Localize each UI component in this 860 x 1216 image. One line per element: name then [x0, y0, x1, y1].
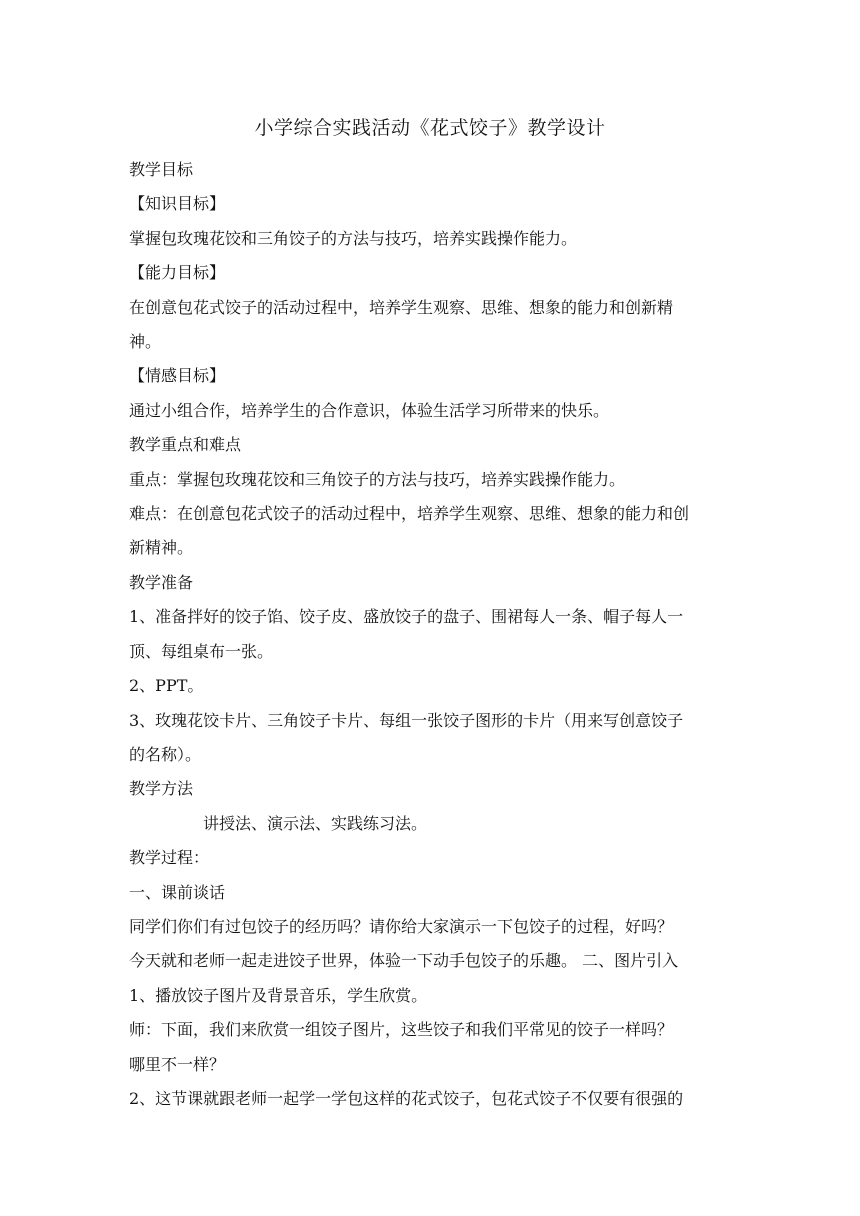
section-heading-preparation: 教学准备 [129, 572, 194, 592]
paragraph-line: 师：下面，我们来欣赏一组饺子图片，这些饺子和我们平常见的饺子一样吗？ [129, 1020, 674, 1040]
paragraph-line: 难点：在创意包花式饺子的活动过程中，培养学生观察、思维、想象的能力和创 [129, 504, 690, 524]
paragraph-line: 1、准备拌好的饺子馅、饺子皮、盛放饺子的盘子、围裙每人一条、帽子每人一 [129, 607, 684, 627]
paragraph-line: 重点：掌握包玫瑰花饺和三角饺子的方法与技巧，培养实践操作能力。 [129, 469, 626, 489]
paragraph-line: 2、PPT。 [129, 676, 204, 696]
document-body [129, 153, 733, 1116]
section-heading-process: 教学过程： [129, 848, 210, 868]
subheading-ability-goal: 【能力目标】 [129, 263, 226, 283]
paragraph-line: 2、这节课就跟老师一起学一学包这样的花式饺子，包花式饺子不仅要有很强的 [129, 1088, 684, 1108]
paragraph-line: 掌握包玫瑰花饺和三角饺子的方法与技巧，培养实践操作能力。 [129, 228, 578, 248]
section-heading-teaching-goals: 教学目标 [129, 160, 194, 179]
paragraph-line: 通过小组合作，培养学生的合作意识，体验生活学习所带来的快乐。 [129, 400, 610, 420]
paragraph-line: 新精神。 [129, 538, 194, 558]
subheading-pre-class-talk: 一、课前谈话 [129, 882, 226, 902]
paragraph-line: 今天就和老师一起走进饺子世界，体验一下动手包饺子的乐趣。 二、图片引入 [129, 951, 679, 971]
paragraph-line: 的名称）。 [129, 744, 202, 764]
subheading-knowledge-goal: 【知识目标】 [129, 194, 226, 214]
paragraph-line: 在创意包花式饺子的活动过程中，培养学生观察、思维、想象的能力和创新精 [129, 297, 674, 317]
paragraph-line: 3、玫瑰花饺卡片、三角饺子卡片、每组一张饺子图形的卡片（用来写创意饺子 [129, 710, 684, 730]
paragraph-line: 1、播放饺子图片及背景音乐，学生欣赏。 [129, 985, 428, 1005]
section-heading-key-points: 教学重点和难点 [129, 435, 242, 455]
subheading-emotion-goal: 【情感目标】 [129, 366, 226, 386]
section-heading-methods: 教学方法 [129, 779, 194, 799]
paragraph-line: 神。 [129, 332, 162, 352]
paragraph-line: 哪里不一样？ [129, 1054, 226, 1074]
paragraph-line: 同学们你们有过包饺子的经历吗？请你给大家演示一下包饺子的过程，好吗？ [129, 916, 674, 936]
paragraph-line: 讲授法、演示法、实践练习法。 [203, 813, 428, 833]
paragraph-line: 顶、每组桌布一张。 [129, 641, 274, 661]
document-title: 小学综合实践活动《花式饺子》教学设计 [254, 117, 606, 139]
